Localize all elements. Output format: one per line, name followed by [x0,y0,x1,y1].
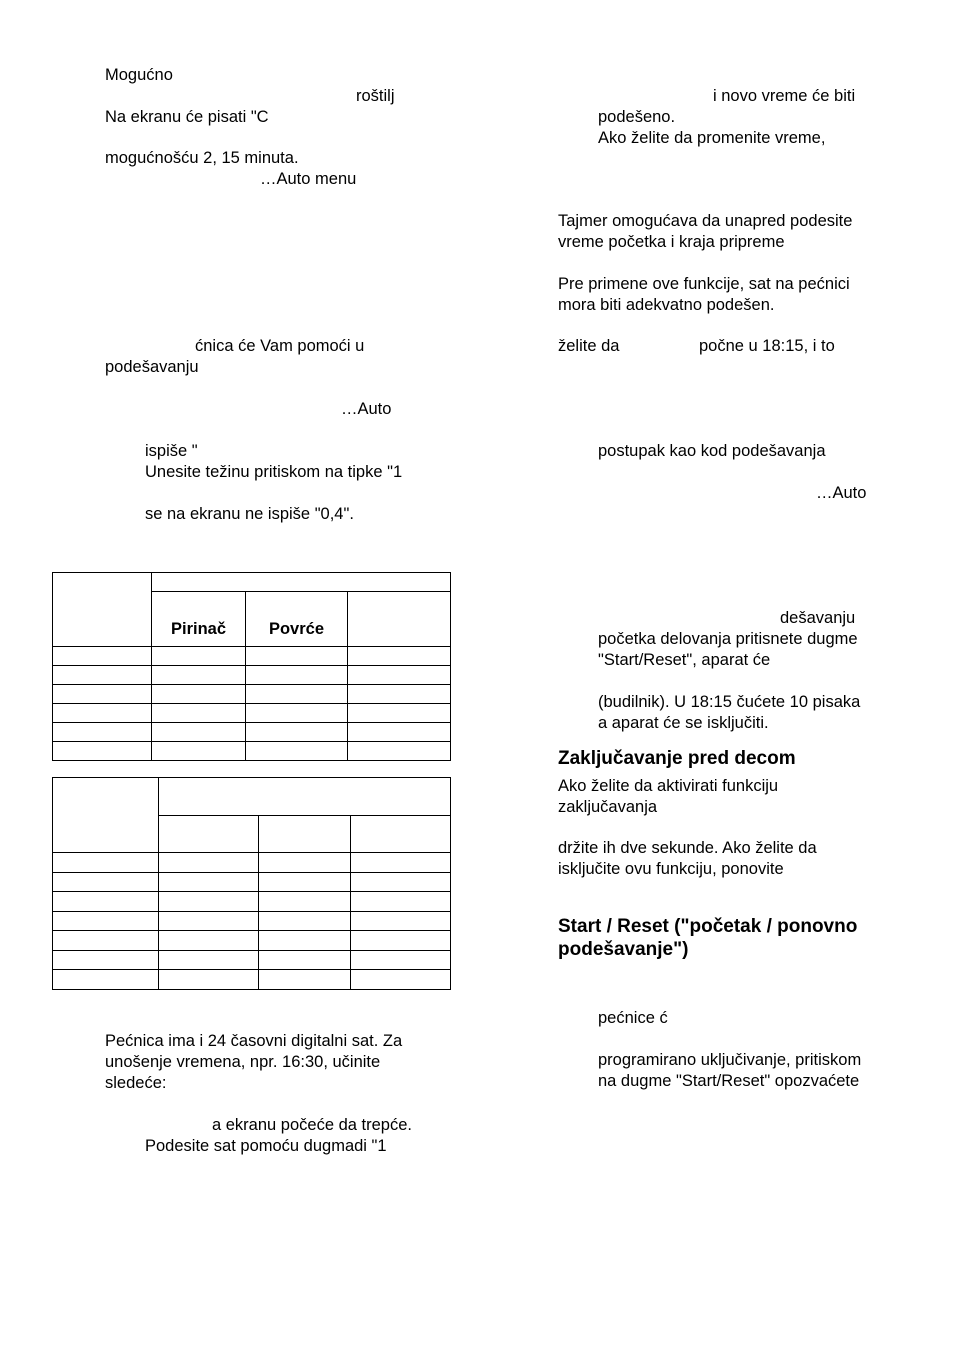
table-row [53,853,451,873]
right-text-8a: želite da [558,337,620,355]
right-text-3: Ako želite da promenite vreme, [598,129,826,147]
right-text-11: dešavanju [780,609,856,627]
child-lock-heading: Zaključavanje pred decom [558,748,796,769]
start-reset-heading-line-1: Start / Reset ("početak / ponovno [558,916,858,937]
table-row [53,970,451,990]
table-2-header-cell [159,816,259,853]
left-text-6: ćnica će Vam pomoći u [195,337,365,355]
table-row [53,911,451,931]
table-1-header-povrce: Povrće [246,592,348,647]
right-text-1: i novo vreme će biti [713,87,856,105]
right-text-12: početka delovanja pritisnete dugme [598,630,858,648]
left-text-11: se na ekranu ne ispiše "0,4". [145,505,354,523]
table-2-header-span [159,778,451,816]
table-1-header-blank [53,573,152,647]
left-text-14: sledeće: [105,1074,167,1092]
table-2-header-cell [259,816,351,853]
left-text-10: Unesite težinu pritiskom na tipke "1 [145,463,403,481]
right-text-4: Tajmer omogućava da unapred podesite [558,212,853,230]
right-text-18: držite ih dve sekunde. Ako želite da [558,839,817,857]
right-text-13: "Start/Reset", aparat će [598,651,771,669]
table-row [53,872,451,892]
right-text-2: podešeno. [598,108,676,126]
right-text-15: a aparat će se isključiti. [598,714,769,732]
start-reset-heading-line-2: podešavanje") [558,939,689,960]
left-text-12: Pećnica ima i 24 časovni digitalni sat. Za [105,1032,403,1050]
table-row [53,892,451,912]
right-text-22: na dugme "Start/Reset" opozvaćete [598,1072,860,1090]
right-text-19: isključite ovu funkciju, ponovite [558,860,784,878]
left-text-8: …Auto [341,400,392,418]
right-text-16: Ako želite da aktivirati funkciju [558,777,779,795]
right-text-7: mora biti adekvatno podešen. [558,296,775,314]
table-2-header-cell [351,816,451,853]
left-text-4: mogućnošću 2, 15 minuta. [105,149,299,167]
table-row [53,647,451,666]
left-text-7: podešavanju [105,358,199,376]
right-text-21: programirano uključivanje, pritiskom [598,1051,862,1069]
table-row [53,685,451,704]
table-row [53,950,451,970]
right-text-10: …Auto [816,484,867,502]
left-text-16: Podesite sat pomoću dugmadi "1 [145,1137,387,1155]
left-text-9: ispiše " [145,442,198,460]
table-row [53,723,451,742]
left-text-13: unošenje vremena, npr. 16:30, učinite [105,1053,381,1071]
table-1 [52,572,451,761]
left-text-1: Mogućno [105,66,173,84]
right-text-14: (budilnik). U 18:15 čućete 10 pisaka [598,693,861,711]
right-text-6: Pre primene ove funkcije, sat na pećnici [558,275,850,293]
table-1-header-span [152,573,451,592]
table-2 [52,777,451,990]
table-1-header-pirinac: Pirinač [152,592,246,647]
left-text-3: Na ekranu će pisati "C [105,108,269,126]
table-row [53,666,451,685]
right-text-5: vreme početka i kraja pripreme [558,233,785,251]
left-text-15: a ekranu počeće da trepće. [212,1116,412,1134]
table-row [53,931,451,951]
left-text-2: roštilj [356,87,395,105]
table-row [53,742,451,761]
right-text-8b: počne u 18:15, i to [699,337,835,355]
table-row [53,704,451,723]
table-1-header-empty [348,592,451,647]
left-text-5: …Auto menu [260,170,357,188]
table-2-header-blank [53,778,159,853]
right-text-9: postupak kao kod podešavanja [598,442,826,460]
right-text-17: zaključavanja [558,798,658,816]
right-text-20: pećnice ć [598,1009,668,1027]
